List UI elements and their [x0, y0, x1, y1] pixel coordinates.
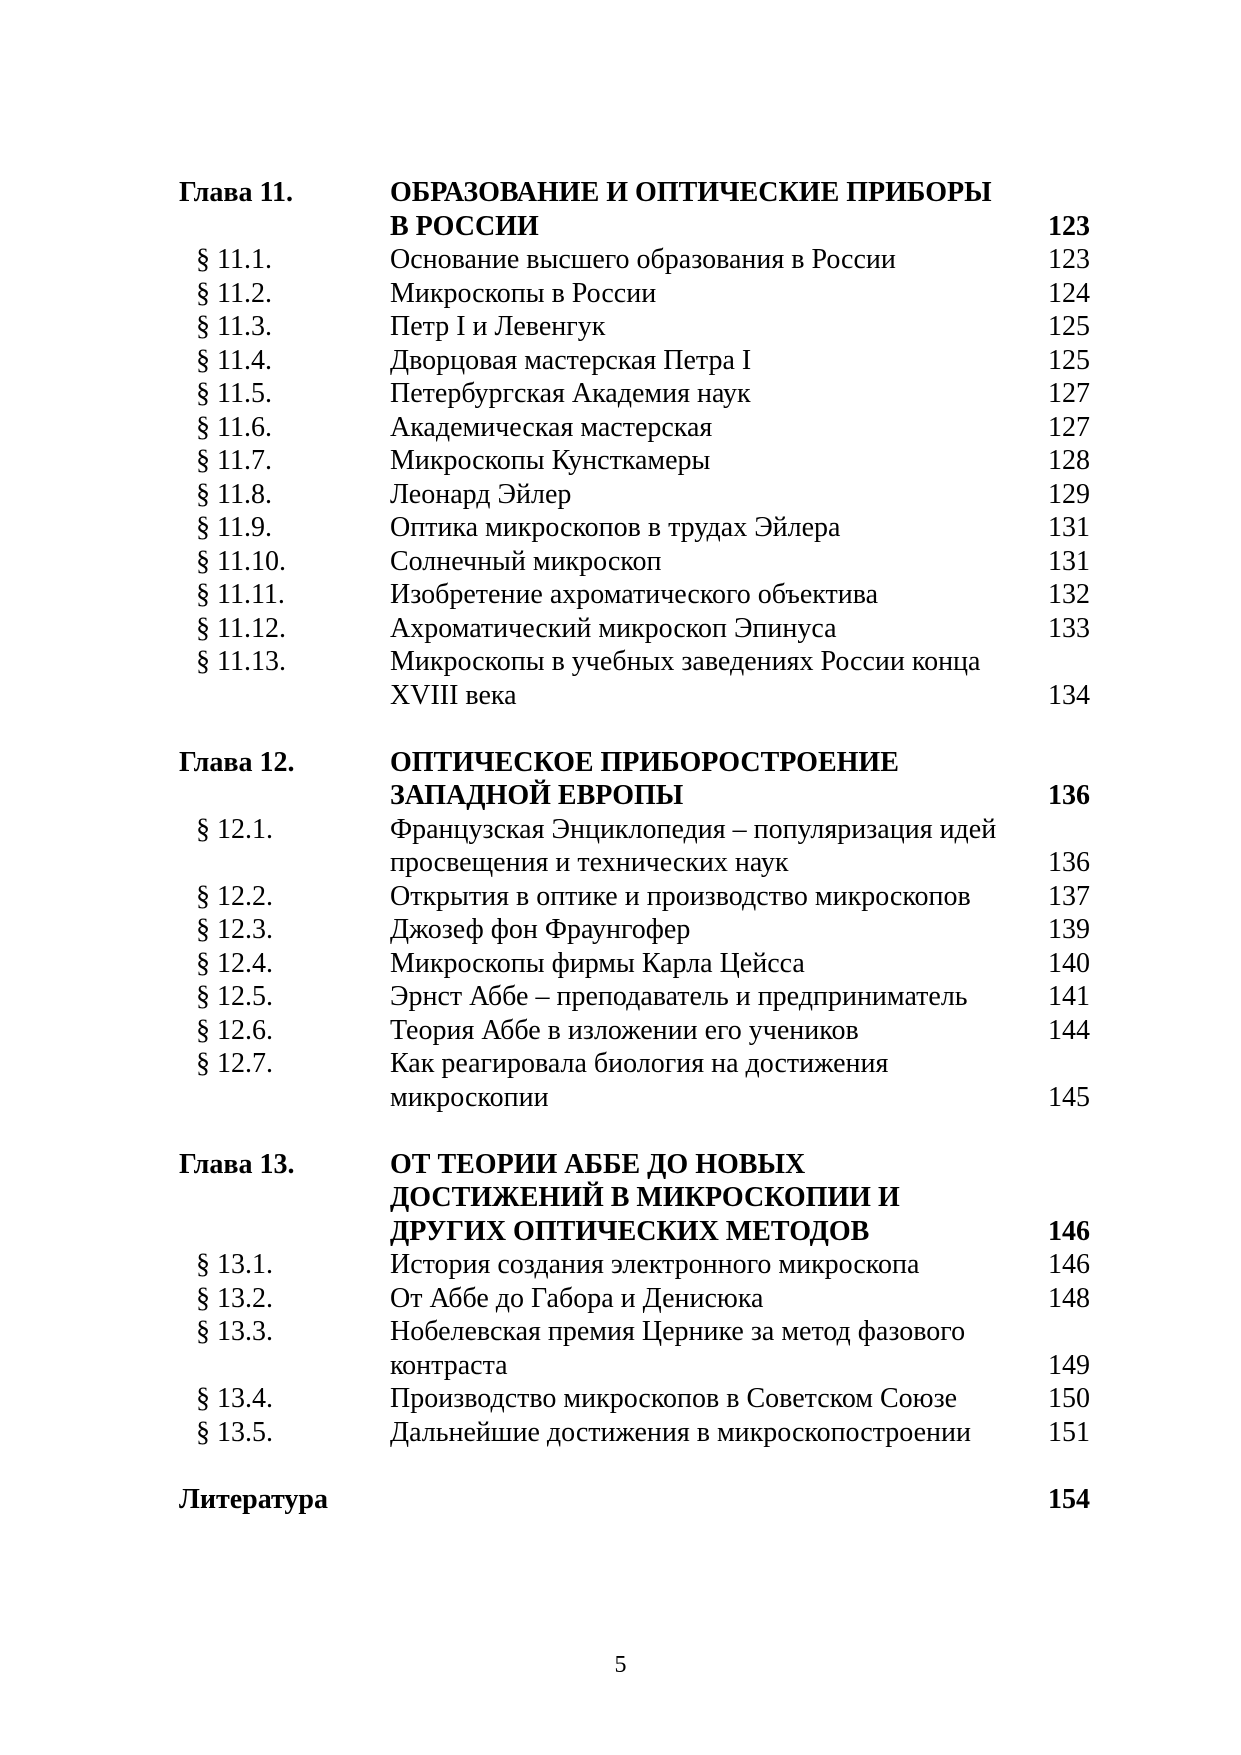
section-title: Изобретение ахроматического объектива — [390, 579, 878, 610]
section-page: 125 — [1048, 311, 1090, 342]
section-title: Производство микроскопов в Советском Союзе — [390, 1383, 958, 1414]
section-page: 148 — [1048, 1282, 1090, 1314]
section-page: 128 — [1048, 445, 1090, 476]
chapter-label: Глава 12. — [179, 746, 295, 778]
section-title: Основание высшего образования в России — [390, 244, 896, 275]
toc-entry — [0, 545, 1241, 579]
section-page: 129 — [1048, 478, 1090, 510]
section-number: § 13.4. — [196, 1383, 273, 1414]
section-page: 131 — [1048, 545, 1090, 577]
section-page: 132 — [1048, 579, 1090, 610]
chapter-heading — [0, 176, 1241, 210]
section-number: § 13.1. — [196, 1249, 273, 1280]
section-number: § 11.7. — [196, 445, 272, 476]
toc-entry — [0, 1349, 1241, 1383]
section-page: 144 — [1048, 1014, 1090, 1046]
section-title: Оптика микроскопов в трудах Эйлера — [390, 512, 841, 543]
section-page: 127 — [1048, 411, 1090, 443]
section-number: § 12.7. — [196, 1048, 273, 1079]
section-number: § 11.1. — [196, 244, 272, 275]
toc-entry — [0, 880, 1241, 914]
section-title: Эрнст Аббе – преподаватель и предприниматель — [390, 981, 968, 1012]
section-title: Французская Энциклопедия – популяризация идей — [390, 813, 997, 845]
literature-entry — [0, 1483, 1241, 1517]
section-title: Петербургская Академия наук — [390, 378, 751, 409]
section-title: XVIII века — [390, 679, 517, 711]
literature-label: Литература — [179, 1483, 328, 1515]
section-number: § 11.2. — [196, 277, 272, 309]
section-number: § 13.5. — [196, 1416, 273, 1448]
toc-entry — [0, 243, 1241, 277]
section-number: § 12.4. — [196, 947, 273, 979]
section-title: Джозеф фон Фраунгофер — [390, 914, 691, 945]
section-title: Микроскопы Кунсткамеры — [390, 445, 711, 476]
toc-entry — [0, 947, 1241, 981]
section-title: Микроскопы в России — [390, 277, 657, 309]
section-page: 133 — [1048, 612, 1090, 644]
toc-entry — [0, 444, 1241, 478]
section-title: контраста — [390, 1349, 508, 1381]
section-page: 137 — [1048, 880, 1090, 912]
section-title: Солнечный микроскоп — [390, 545, 662, 577]
section-title: микроскопии — [390, 1081, 549, 1113]
section-number: § 12.3. — [196, 914, 273, 945]
chapter-label: Глава 11. — [179, 177, 293, 208]
toc-entry — [0, 377, 1241, 411]
section-title: Академическая мастерская — [390, 411, 713, 443]
toc-entry — [0, 1047, 1241, 1081]
section-number: § 11.3. — [196, 311, 272, 342]
toc-entry — [0, 679, 1241, 713]
section-title: просвещения и технических наук — [390, 847, 789, 878]
toc-entry — [0, 277, 1241, 311]
section-number: § 12.5. — [196, 981, 273, 1012]
toc-entry — [0, 344, 1241, 378]
section-page: 125 — [1048, 344, 1090, 376]
section-number: § 11.10. — [196, 545, 286, 577]
section-page: 124 — [1048, 277, 1090, 309]
section-page: 136 — [1048, 847, 1090, 878]
section-title: Дальнейшие достижения в микроскопостроении — [390, 1416, 971, 1448]
section-title: Теория Аббе в изложении его учеников — [390, 1014, 859, 1046]
chapter-heading — [0, 1148, 1241, 1182]
section-title: Петр I и Левенгук — [390, 311, 606, 342]
chapter-page: 146 — [1048, 1215, 1090, 1247]
section-number: § 11.6. — [196, 411, 272, 443]
toc-entry — [0, 846, 1241, 880]
section-number: § 11.12. — [196, 612, 286, 644]
toc-entry — [0, 813, 1241, 847]
chapter-label: Глава 13. — [179, 1148, 295, 1180]
section-title: Открытия в оптике и производство микроскопов — [390, 880, 971, 912]
chapter-heading — [0, 1181, 1241, 1215]
chapter-title: ОТ ТЕОРИИ АББЕ ДО НОВЫХ — [390, 1148, 806, 1180]
chapter-page: 136 — [1048, 780, 1090, 811]
table-of-contents — [0, 176, 1241, 1516]
section-number: § 11.5. — [196, 378, 272, 409]
chapter-heading — [0, 746, 1241, 780]
section-title: Нобелевская премия Цернике за метод фазового — [390, 1316, 966, 1347]
page-number: 5 — [614, 1652, 627, 1678]
toc-entry — [0, 612, 1241, 646]
chapter-heading — [0, 779, 1241, 813]
toc-entry — [0, 1282, 1241, 1316]
chapter-title: ОПТИЧЕСКОЕ ПРИБОРОСТРОЕНИЕ — [390, 746, 899, 778]
chapter-title: В РОССИИ — [390, 210, 539, 242]
chapter-title: ЗАПАДНОЙ ЕВРОПЫ — [390, 780, 684, 811]
section-page: 123 — [1048, 244, 1090, 275]
toc-entry — [0, 1382, 1241, 1416]
section-page: 151 — [1048, 1416, 1090, 1448]
toc-entry — [0, 645, 1241, 679]
chapter-title: ОБРАЗОВАНИЕ И ОПТИЧЕСКИЕ ПРИБОРЫ — [390, 177, 992, 208]
section-number: § 11.9. — [196, 512, 272, 543]
toc-entry — [0, 980, 1241, 1014]
chapter-heading — [0, 210, 1241, 244]
section-title: Ахроматический микроскоп Эпинуса — [390, 612, 837, 644]
toc-entry — [0, 1416, 1241, 1450]
section-title: От Аббе до Габора и Денисюка — [390, 1282, 764, 1314]
section-number: § 12.6. — [196, 1014, 273, 1046]
section-number: § 11.13. — [196, 646, 286, 677]
toc-entry — [0, 1315, 1241, 1349]
section-page: 146 — [1048, 1249, 1090, 1280]
chapter-page: 123 — [1048, 210, 1090, 242]
toc-entry — [0, 411, 1241, 445]
toc-entry — [0, 1081, 1241, 1115]
section-page: 145 — [1048, 1081, 1090, 1113]
section-title: Леонард Эйлер — [390, 478, 572, 510]
section-page: 127 — [1048, 378, 1090, 409]
toc-entry — [0, 913, 1241, 947]
section-page: 141 — [1048, 981, 1090, 1012]
chapter-title: ДРУГИХ ОПТИЧЕСКИХ МЕТОДОВ — [390, 1215, 870, 1247]
toc-entry — [0, 1248, 1241, 1282]
section-title: Микроскопы фирмы Карла Цейсса — [390, 947, 805, 979]
toc-entry — [0, 1014, 1241, 1048]
section-title: Как реагировала биология на достижения — [390, 1048, 889, 1079]
toc-entry — [0, 578, 1241, 612]
toc-entry — [0, 310, 1241, 344]
chapter-title: ДОСТИЖЕНИЙ В МИКРОСКОПИИ И — [390, 1182, 900, 1213]
chapter-heading — [0, 1215, 1241, 1249]
section-number: § 12.1. — [196, 813, 273, 845]
section-number: § 11.11. — [196, 579, 285, 610]
section-title: Дворцовая мастерская Петра I — [390, 344, 752, 376]
section-number: § 13.3. — [196, 1316, 273, 1347]
section-page: 139 — [1048, 914, 1090, 945]
toc-entry — [0, 478, 1241, 512]
section-number: § 11.8. — [196, 478, 272, 510]
section-number: § 12.2. — [196, 880, 273, 912]
section-number: § 11.4. — [196, 344, 272, 376]
section-page: 150 — [1048, 1383, 1090, 1414]
toc-entry — [0, 511, 1241, 545]
section-page: 149 — [1048, 1349, 1090, 1381]
section-title: Микроскопы в учебных заведениях России конца — [390, 646, 981, 677]
section-page: 134 — [1048, 679, 1090, 711]
literature-page: 154 — [1048, 1483, 1090, 1515]
section-title: История создания электронного микроскопа — [390, 1249, 920, 1280]
section-page: 131 — [1048, 512, 1090, 543]
section-page: 140 — [1048, 947, 1090, 979]
section-number: § 13.2. — [196, 1282, 273, 1314]
